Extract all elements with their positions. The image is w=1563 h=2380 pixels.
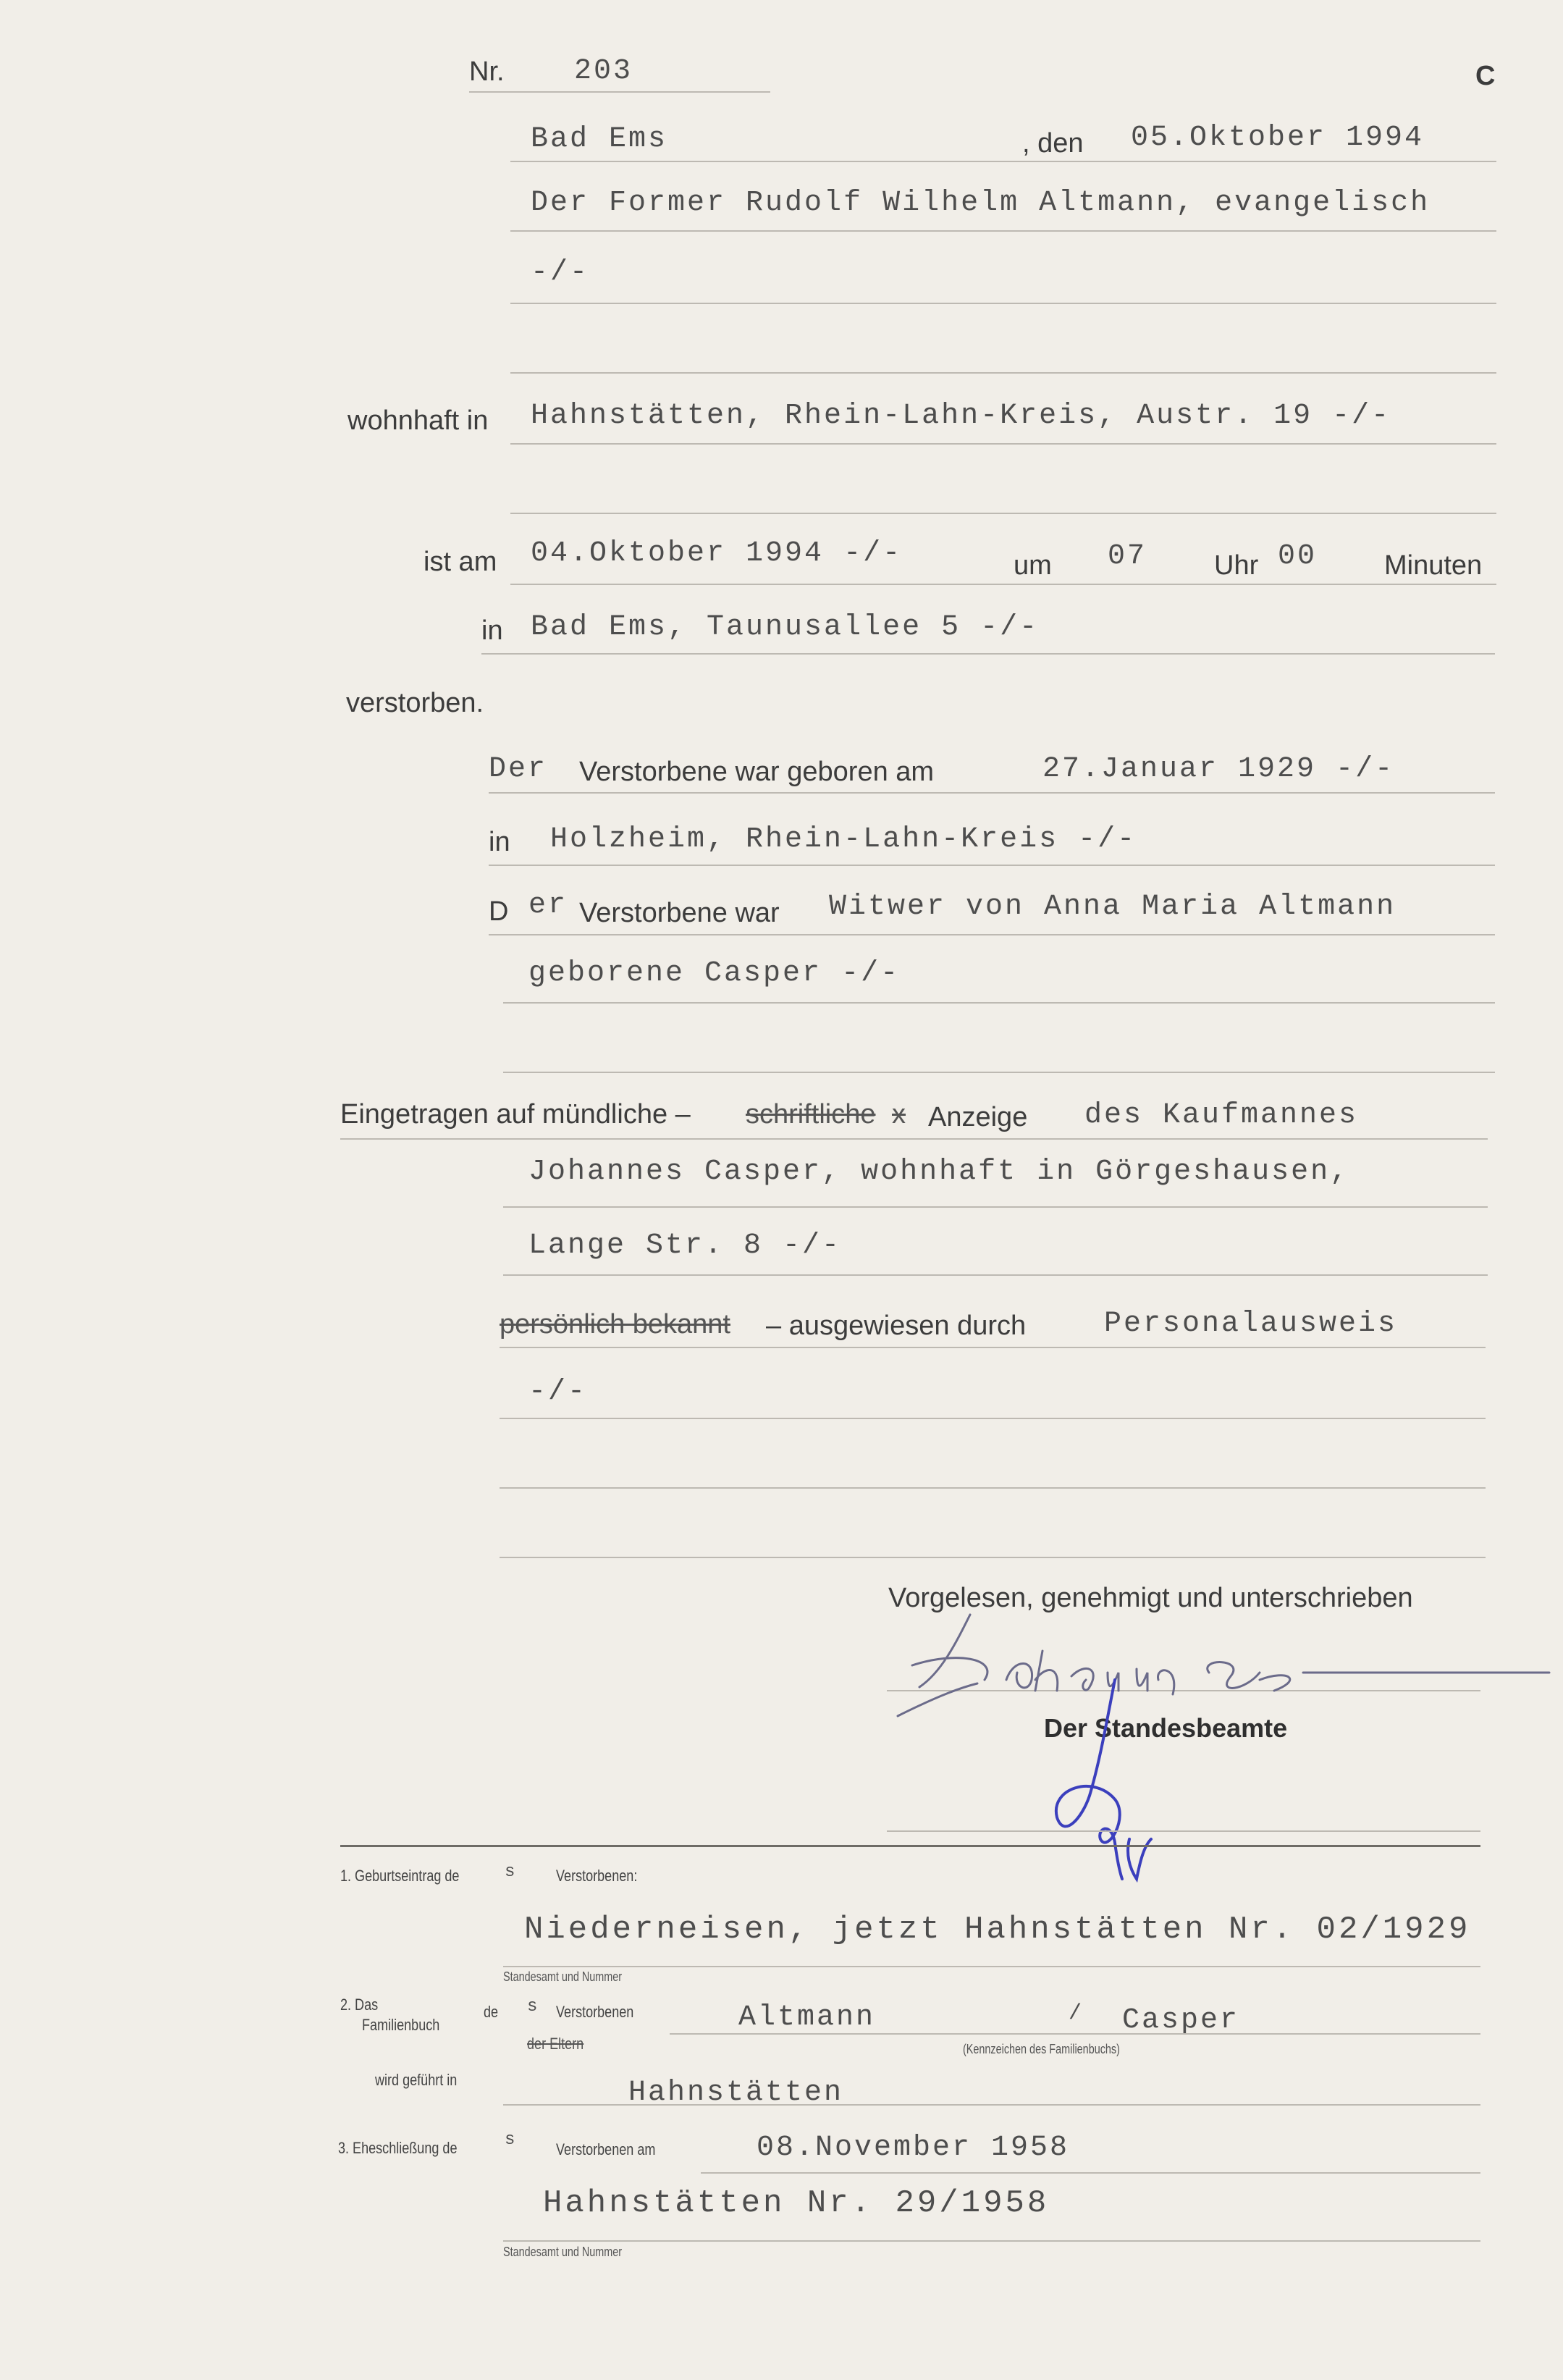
family-value-left: Altmann (738, 2001, 876, 2034)
birth-label: Verstorbene war geboren am (579, 757, 935, 787)
birth-entry-s: s (505, 1862, 518, 1882)
marital-er-typed: er (528, 889, 568, 922)
den-label: , den (1022, 128, 1084, 159)
birth-date-underline (489, 792, 1495, 794)
identified-by-value: Personalausweis (1104, 1308, 1398, 1340)
residence-underline-2 (510, 513, 1496, 514)
identified-underline-2 (500, 1418, 1486, 1419)
identified-extra-line: -/- (528, 1376, 588, 1408)
personally-known-label: persönlich bekannt (500, 1309, 730, 1340)
registrar-label: Der Standesbeamte (1044, 1713, 1288, 1743)
nr-value: 203 (574, 55, 633, 88)
birth-place-label: in (489, 827, 510, 857)
family-slash: / (1069, 2001, 1084, 2026)
family-de: de (484, 2003, 499, 2021)
birth-entry-underline (503, 1966, 1480, 1967)
family-label-1: 2. Das (340, 1996, 379, 2014)
marriage-date: 08.November 1958 (757, 2132, 1070, 2164)
registration-strike-x: x (892, 1099, 906, 1130)
registrar-signature-line (887, 1830, 1480, 1832)
birth-entry-label: 1. Geburtseintrag de (340, 1867, 460, 1885)
birth-place: Holzheim, Rhein-Lahn-Kreis -/- (550, 823, 1137, 856)
death-place-underline (481, 653, 1495, 655)
corner-letter: C (1475, 61, 1496, 91)
deceased-line-1: Der Former Rudolf Wilhelm Altmann, evangelisch (531, 187, 1431, 219)
identified-underline-4 (500, 1557, 1486, 1558)
um-label: um (1014, 550, 1052, 581)
death-date-underline (510, 584, 1496, 585)
marital-line-2: geborene Casper -/- (528, 957, 901, 990)
death-place-label: in (481, 615, 503, 646)
deceased-underline-2 (510, 303, 1496, 304)
death-place: Bad Ems, Taunusallee 5 -/- (531, 611, 1040, 644)
verstorben-label: verstorben. (346, 688, 484, 718)
marital-d-label: D (489, 896, 509, 927)
birth-entry-caption: Standesamt und Nummer (503, 1969, 623, 1984)
family-verstorbenen: Verstorbenen (556, 2003, 634, 2021)
family-caption: (Kennzeichen des Familienbuchs) (963, 2042, 1120, 2056)
marriage-label: 3. Eheschließung de (338, 2139, 458, 2157)
family-value-right: Casper (1122, 2004, 1240, 2037)
registration-label: Eingetragen auf mündliche – (340, 1099, 691, 1130)
marriage-suffix: Verstorbenen am (556, 2140, 656, 2158)
birth-place-underline (489, 865, 1495, 866)
marriage-office-underline (503, 2240, 1480, 2242)
identified-underline (500, 1347, 1486, 1348)
place-date-underline (510, 161, 1496, 162)
informant-line-2: Johannes Casper, wohnhaft in Görgeshausen, (528, 1156, 1350, 1188)
informant-underline-3 (503, 1274, 1488, 1276)
death-date-label: ist am (424, 547, 497, 577)
anzeige-label: Anzeige (928, 1102, 1028, 1132)
informant-line-1: des Kaufmannes (1084, 1099, 1359, 1132)
residence-underline-1 (510, 443, 1496, 445)
registration-date: 05.Oktober 1994 (1131, 122, 1425, 154)
marital-label: Verstorbene war (579, 898, 780, 928)
nr-label: Nr. (469, 56, 505, 87)
informant-underline-1 (340, 1138, 1488, 1140)
death-minutes: 00 (1278, 540, 1318, 573)
informant-underline-2 (503, 1206, 1488, 1208)
family-label-2: Familienbuch (362, 2016, 440, 2034)
marriage-date-underline (701, 2172, 1480, 2174)
birth-entry-value: Niederneisen, jetzt Hahnstätten Nr. 02/1929 (524, 1912, 1471, 1948)
minuten-label: Minuten (1384, 550, 1483, 581)
family-s: s (527, 1997, 540, 2017)
family-eltern: der Eltern (527, 2035, 584, 2053)
birth-der-typed: Der (489, 753, 548, 786)
residence-label: wohnhaft in (347, 405, 489, 436)
identified-underline-3 (500, 1487, 1486, 1489)
marriage-s: s (505, 2130, 518, 2150)
read-approved-signed: Vorgelesen, genehmigt und unterschrieben (888, 1583, 1413, 1613)
informant-line-3: Lange Str. 8 -/- (528, 1229, 842, 1262)
marriage-caption: Standesamt und Nummer (503, 2245, 623, 2259)
deceased-line-2: -/- (531, 256, 590, 289)
identified-by-label: – ausgewiesen durch (766, 1311, 1027, 1341)
family-kept-label: wird geführt in (375, 2071, 458, 2089)
birth-date: 27.Januar 1929 -/- (1042, 753, 1395, 786)
registrar-signature (1021, 1673, 1166, 1890)
marriage-office: Hahnstätten Nr. 29/1958 (543, 2185, 1050, 2221)
marital-underline-3 (503, 1072, 1495, 1073)
marital-underline-1 (489, 934, 1495, 935)
registration-strike-label: schriftliche (746, 1099, 876, 1130)
place-of-registration: Bad Ems (531, 123, 668, 156)
family-kept-underline (503, 2104, 1480, 2106)
family-kept-value: Hahnstätten (628, 2077, 844, 2109)
deceased-underline-1 (510, 230, 1496, 232)
footer-divider (340, 1845, 1480, 1847)
birth-entry-suffix: Verstorbenen: (556, 1867, 638, 1885)
death-date: 04.Oktober 1994 -/- (531, 537, 903, 570)
marital-line-1: Witwer von Anna Maria Altmann (829, 891, 1396, 923)
residence-value: Hahnstätten, Rhein-Lahn-Kreis, Austr. 19 -/- (531, 400, 1391, 432)
bleed-through-texture (7, 58, 398, 362)
nr-underline (469, 91, 770, 93)
marital-underline-2 (503, 1002, 1495, 1004)
uhr-label: Uhr (1214, 550, 1259, 581)
deceased-underline-3 (510, 372, 1496, 374)
death-hour: 07 (1108, 540, 1147, 573)
family-underline (670, 2033, 1480, 2035)
